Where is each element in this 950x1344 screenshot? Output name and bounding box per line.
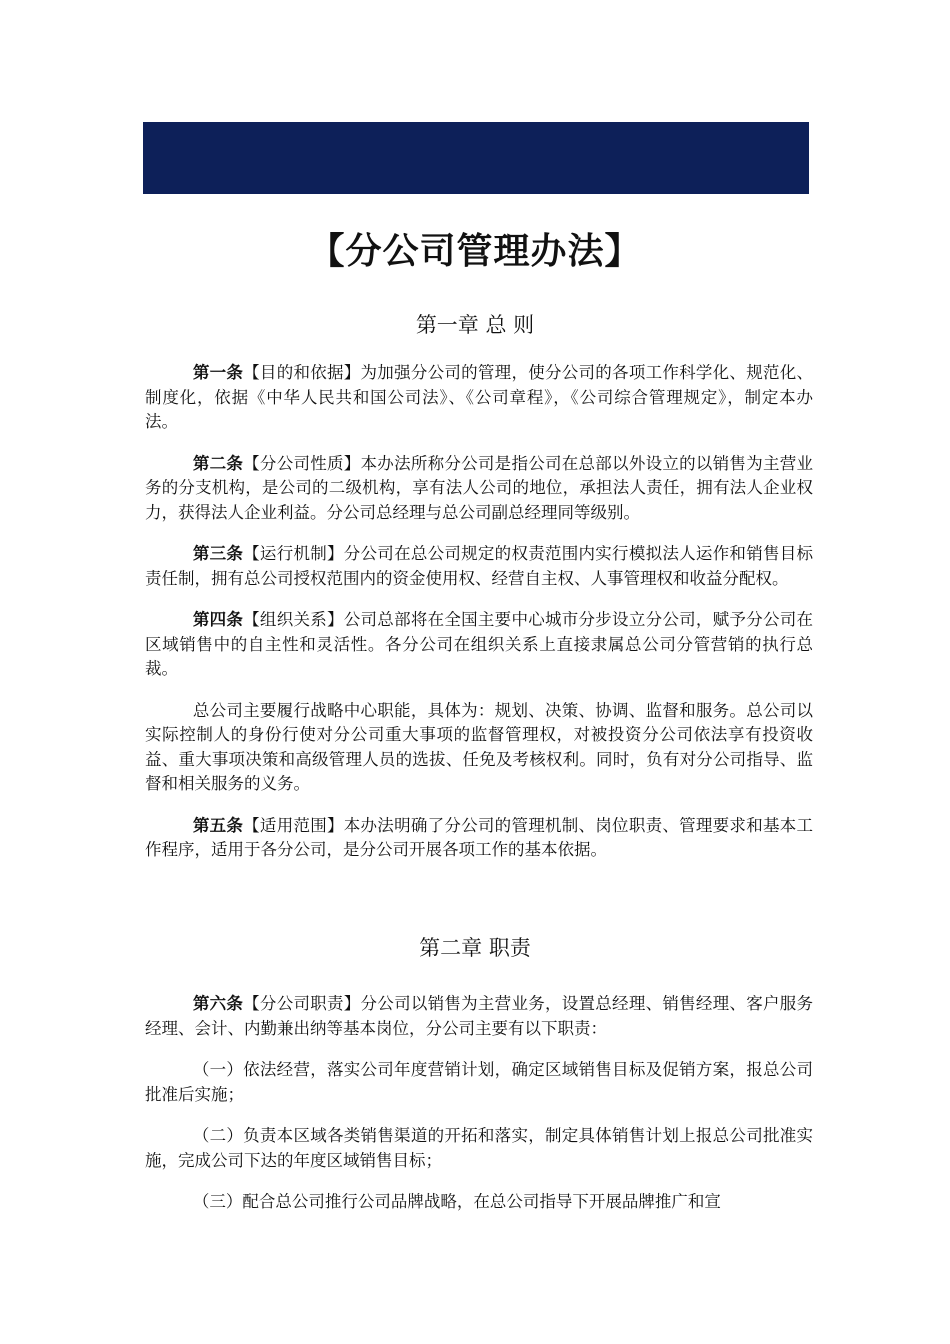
document-title: 【分公司管理办法】 [308,231,642,272]
article-label: 第四条 [192,610,244,629]
article-6 [145,992,813,1041]
article-3 [145,542,813,591]
article-label: 第六条 [192,994,244,1013]
article-label: 第五条 [192,815,244,835]
chapter-2-body [145,992,813,1215]
article-label: 第三条 [192,544,244,563]
article-text: 【分公司职责】分公司以销售为主营业务，设置总经理、销售经理、客户服务经理、会计、内勤兼出纳等基本岗位，分公司主要有以下职责： [145,994,814,1038]
article-text: 【目的和依据】为加强分公司的管理，使分公司的各项工作科学化、规范化、制度化，依据《中华人民共和国公司法》、《公司章程》，《公司综合管理规定》，制定本办法。 [145,363,814,431]
article-text: 【运行机制】分公司在总公司规定的权责范围内实行模拟法人运作和销售目标责任制，拥有总公司授权范围内的资金使用权、经营自主权、人事管理权和收益分配权。 [145,544,814,588]
article-label: 第二条 [192,453,244,473]
article-5 [145,814,813,863]
article-4 [145,608,813,682]
article-text: 【适用范围】本办法明确了分公司的管理机制、岗位职责、管理要求和基本工作程序，适用于各分公司，是分公司开展各项工作的基本依据。 [145,815,814,859]
article-text: 【分公司性质】本办法所称分公司是指公司在总部以外设立的以销售为主营业务的分支机构，是公司的二级机构，享有法人公司的地位，承担法人责任，拥有法人企业权力，获得法人企业利益。分公司总经理与总公司副总经理同等级别。 [145,453,814,522]
article-1 [145,361,813,435]
chapter-1-body [145,361,813,863]
list-item: （三）配合总公司推行公司品牌战略，在总公司指导下开展品牌推广和宣 [192,1192,721,1211]
chapter-1-heading: 第一章 总 则 [415,313,535,337]
article-4-paragraph-2: 总公司主要履行战略中心职能，具体为：规划、决策、协调、监督和服务。总公司以实际控制人的身份行使对分公司重大事项的监督管理权，对被投资分公司依法享有投资收益、重大事项决策和高级管理人员的选拔、任免及考核权利。同时，负有对分公司指导、监督和相关服务的义务。 [145,700,813,793]
chapter-2-heading: 第二章 职责 [419,936,531,960]
header-bar [143,122,809,194]
list-item: （二）负责本区域各类销售渠道的开拓和落实，制定具体销售计划上报总公司批准实施，完成公司下达的年度区域销售目标； [145,1126,813,1170]
list-item: （一）依法经营，落实公司年度营销计划，确定区域销售目标及促销方案，报总公司批准后实施； [145,1060,813,1104]
article-text: 【组织关系】公司总部将在全国主要中心城市分步设立分公司，赋予分公司在区域销售中的自主性和灵活性。各分公司在组织关系上直接隶属总公司分管营销的执行总裁。 [145,610,814,678]
article-label: 第一条 [192,363,244,382]
article-2 [145,452,813,526]
